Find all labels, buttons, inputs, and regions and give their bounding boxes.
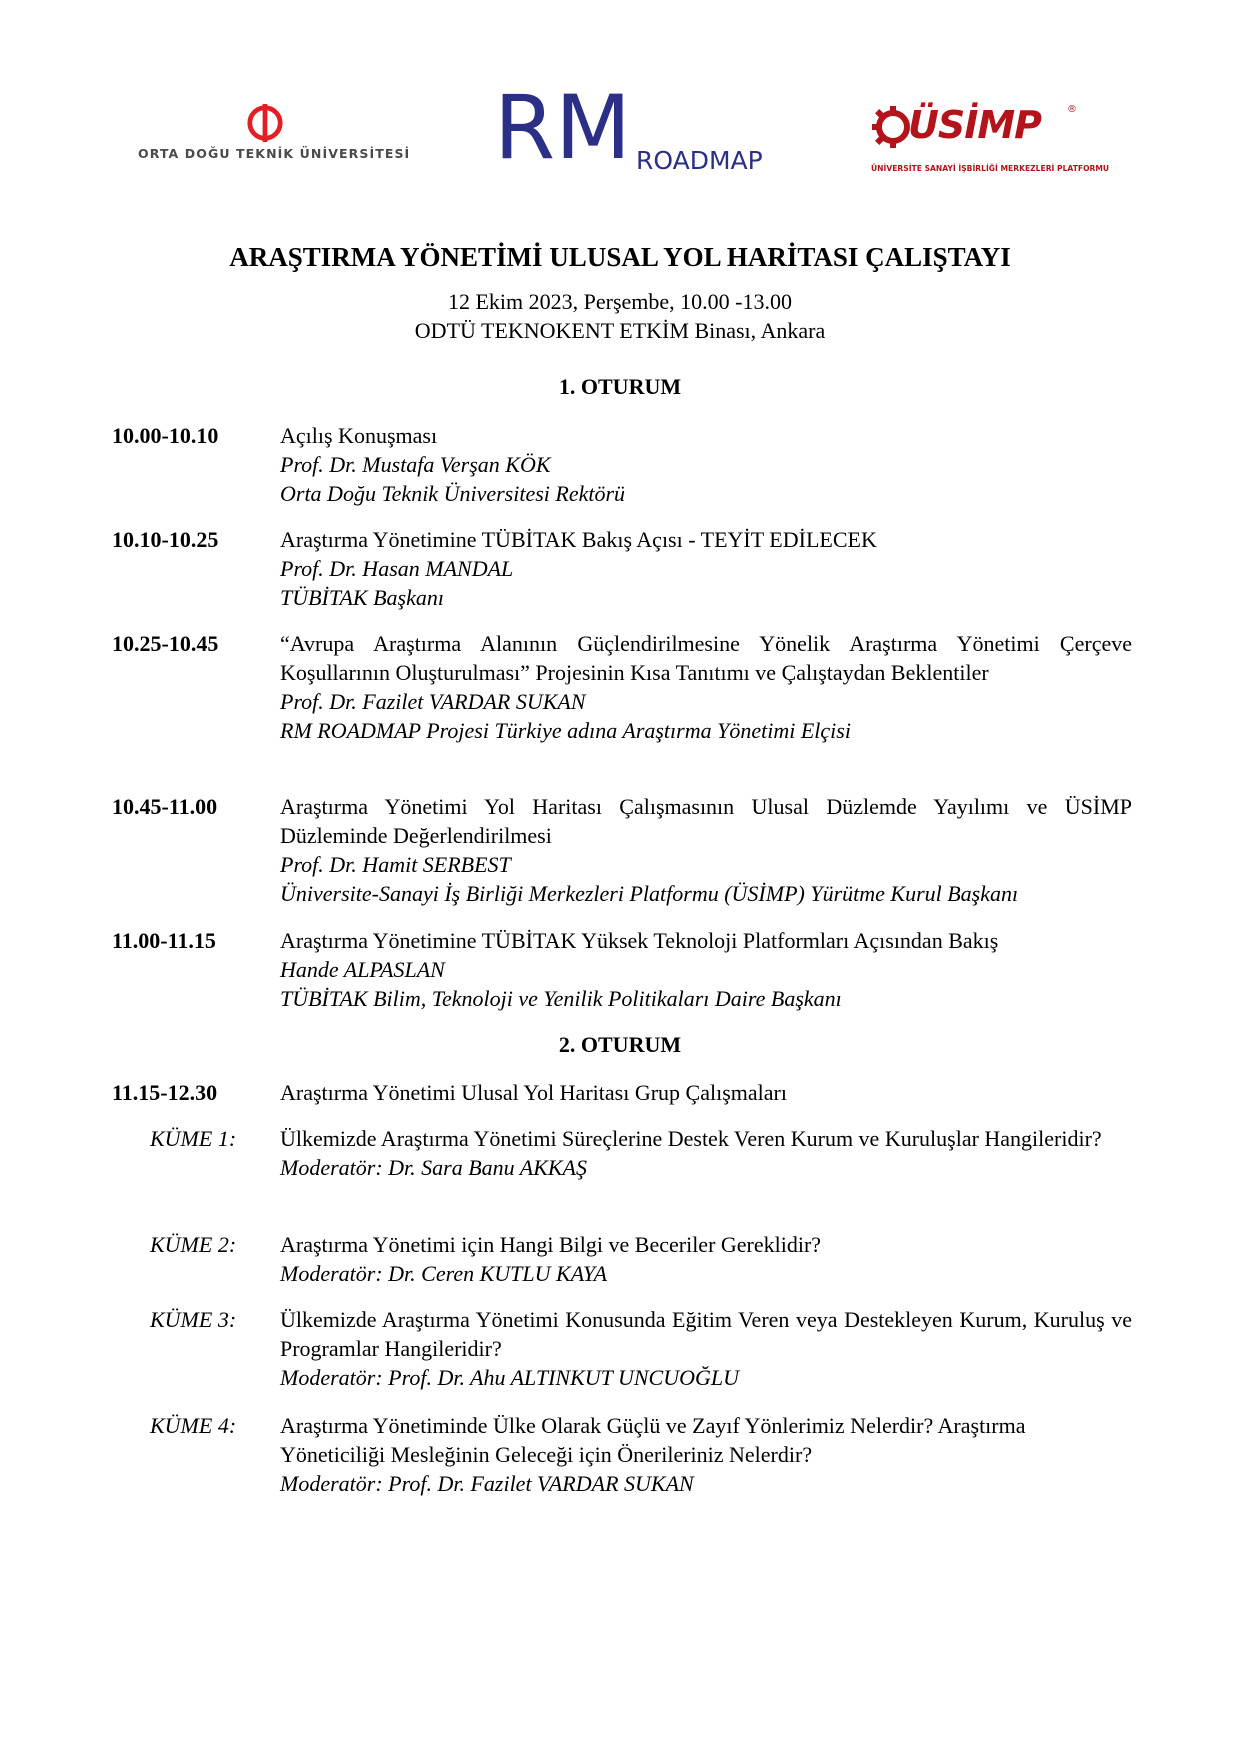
item-speaker: Prof. Dr. Fazilet VARDAR SUKAN [280, 689, 586, 714]
group-label: KÜME 1: [150, 1126, 237, 1151]
event-date: 12 Ekim 2023, Perşembe, 10.00 -13.00 [447, 289, 793, 314]
group-content [280, 1124, 1132, 1182]
item-role: TÜBİTAK Başkanı [280, 585, 444, 610]
item-topic: Araştırma Yönetimine TÜBİTAK Yüksek Teknoloji Platformları Açısından Bakış [280, 928, 999, 953]
item-content [280, 926, 1132, 1013]
rm-logo-letters: RM [494, 76, 632, 179]
group-label: KÜME 2: [150, 1232, 237, 1257]
odtu-logo-icon [246, 104, 284, 142]
group-topic: Ülkemizde Araştırma Yönetimi Süreçlerine Destek Veren Kurum ve Kuruluşlar Hangileridir? [280, 1126, 1102, 1151]
session-1-title: 1. OTURUM [558, 374, 682, 399]
item-role: Üniversite-Sanayi İş Birliği Merkezleri Platformu (ÜSİMP) Yürütme Kurul Başkanı [280, 881, 1019, 906]
group-topic: Araştırma Yönetimi için Hangi Bilgi ve Beceriler Gereklidir? [280, 1232, 822, 1257]
item-topic: Açılış Konuşması [280, 423, 438, 448]
group-content [280, 1230, 1132, 1288]
odtu-logo [138, 104, 411, 164]
usimp-logo [870, 103, 1110, 184]
item-content [280, 525, 1132, 612]
group-topic: Ülkemizde Araştırma Yönetimi Konusunda Eğitim Veren veya Destekleyen Kurum, Kuruluş ve Programlar Hangileridir? [280, 1307, 1132, 1361]
item-topic: Araştırma Yönetimi Ulusal Yol Haritası Grup Çalışmaları [280, 1080, 787, 1105]
item-time: 10.45-11.00 [112, 794, 218, 819]
group-topic: Araştırma Yönetiminde Ülke Olarak Güçlü ve Zayıf Yönlerimiz Nelerdir? Araştırma Yöneticiliği Mesleğinin Geleceği için Önerileriniz Nelerdir? [280, 1413, 1026, 1467]
usimp-logo-subtitle: ÜNİVERSİTE SANAYİ İŞBİRLİĞİ MERKEZLERİ PLATFORMU [871, 164, 1110, 173]
group-label: KÜME 4: [150, 1413, 237, 1438]
page-title: ARAŞTIRMA YÖNETİMİ ULUSAL YOL HARİTASI ÇALIŞTAYI [229, 242, 1011, 272]
item-role: TÜBİTAK Bilim, Teknoloji ve Yenilik Politikaları Daire Başkanı [280, 986, 842, 1011]
item-content [280, 792, 1132, 908]
logo-bar [0, 76, 1240, 206]
item-content [280, 629, 1132, 745]
item-speaker: Prof. Dr. Hamit SERBEST [280, 852, 511, 877]
item-topic: “Avrupa Araştırma Alanının Güçlendirilmesine Yönelik Araştırma Yönetimi Çerçeve Koşullarının Oluşturulması” Projesinin Kısa Tanıtımı ve Çalıştaydan Beklentiler [280, 631, 1132, 685]
item-speaker: Hande ALPASLAN [280, 957, 445, 982]
item-role: RM ROADMAP Projesi Türkiye adına Araştırma Yönetimi Elçisi [280, 718, 851, 743]
item-content [280, 1078, 1132, 1107]
rm-roadmap-logo [494, 76, 794, 179]
item-content [280, 421, 1132, 508]
group-label: KÜME 3: [150, 1307, 237, 1332]
group-content [280, 1305, 1132, 1392]
item-speaker: Prof. Dr. Mustafa Verşan KÖK [280, 452, 551, 477]
item-time: 10.10-10.25 [112, 527, 219, 552]
rm-logo-roadmap-text: ROADMAP [636, 146, 763, 175]
item-topic: Araştırma Yönetimi Yol Haritası Çalışmasının Ulusal Düzlemde Yayılımı ve ÜSİMP Düzleminde Değerlendirilmesi [280, 794, 1132, 848]
item-speaker: Prof. Dr. Hasan MANDAL [280, 556, 514, 581]
odtu-logo-text: ORTA DOĞU TEKNİK ÜNİVERSİTESİ [138, 146, 411, 161]
group-moderator: Moderatör: Dr. Sara Banu AKKAŞ [280, 1155, 587, 1180]
group-content [280, 1411, 1132, 1498]
event-venue: ODTÜ TEKNOKENT ETKİM Binası, Ankara [414, 318, 826, 343]
group-moderator: Moderatör: Prof. Dr. Fazilet VARDAR SUKAN [280, 1471, 694, 1496]
session-2-title: 2. OTURUM [558, 1032, 682, 1057]
item-time: 11.00-11.15 [112, 928, 216, 953]
item-time: 10.25-10.45 [112, 631, 219, 656]
item-time: 11.15-12.30 [112, 1080, 218, 1105]
item-time: 10.00-10.10 [112, 423, 219, 448]
usimp-logo-word: ÜSİMP [908, 103, 1042, 147]
item-topic: Araştırma Yönetimine TÜBİTAK Bakış Açısı - TEYİT EDİLECEK [280, 527, 877, 552]
group-moderator: Moderatör: Dr. Ceren KUTLU KAYA [280, 1261, 608, 1286]
item-role: Orta Doğu Teknik Üniversitesi Rektörü [280, 481, 626, 506]
group-moderator: Moderatör: Prof. Dr. Ahu ALTINKUT UNCUOĞLU [280, 1365, 739, 1390]
registered-mark: ® [1067, 104, 1077, 115]
